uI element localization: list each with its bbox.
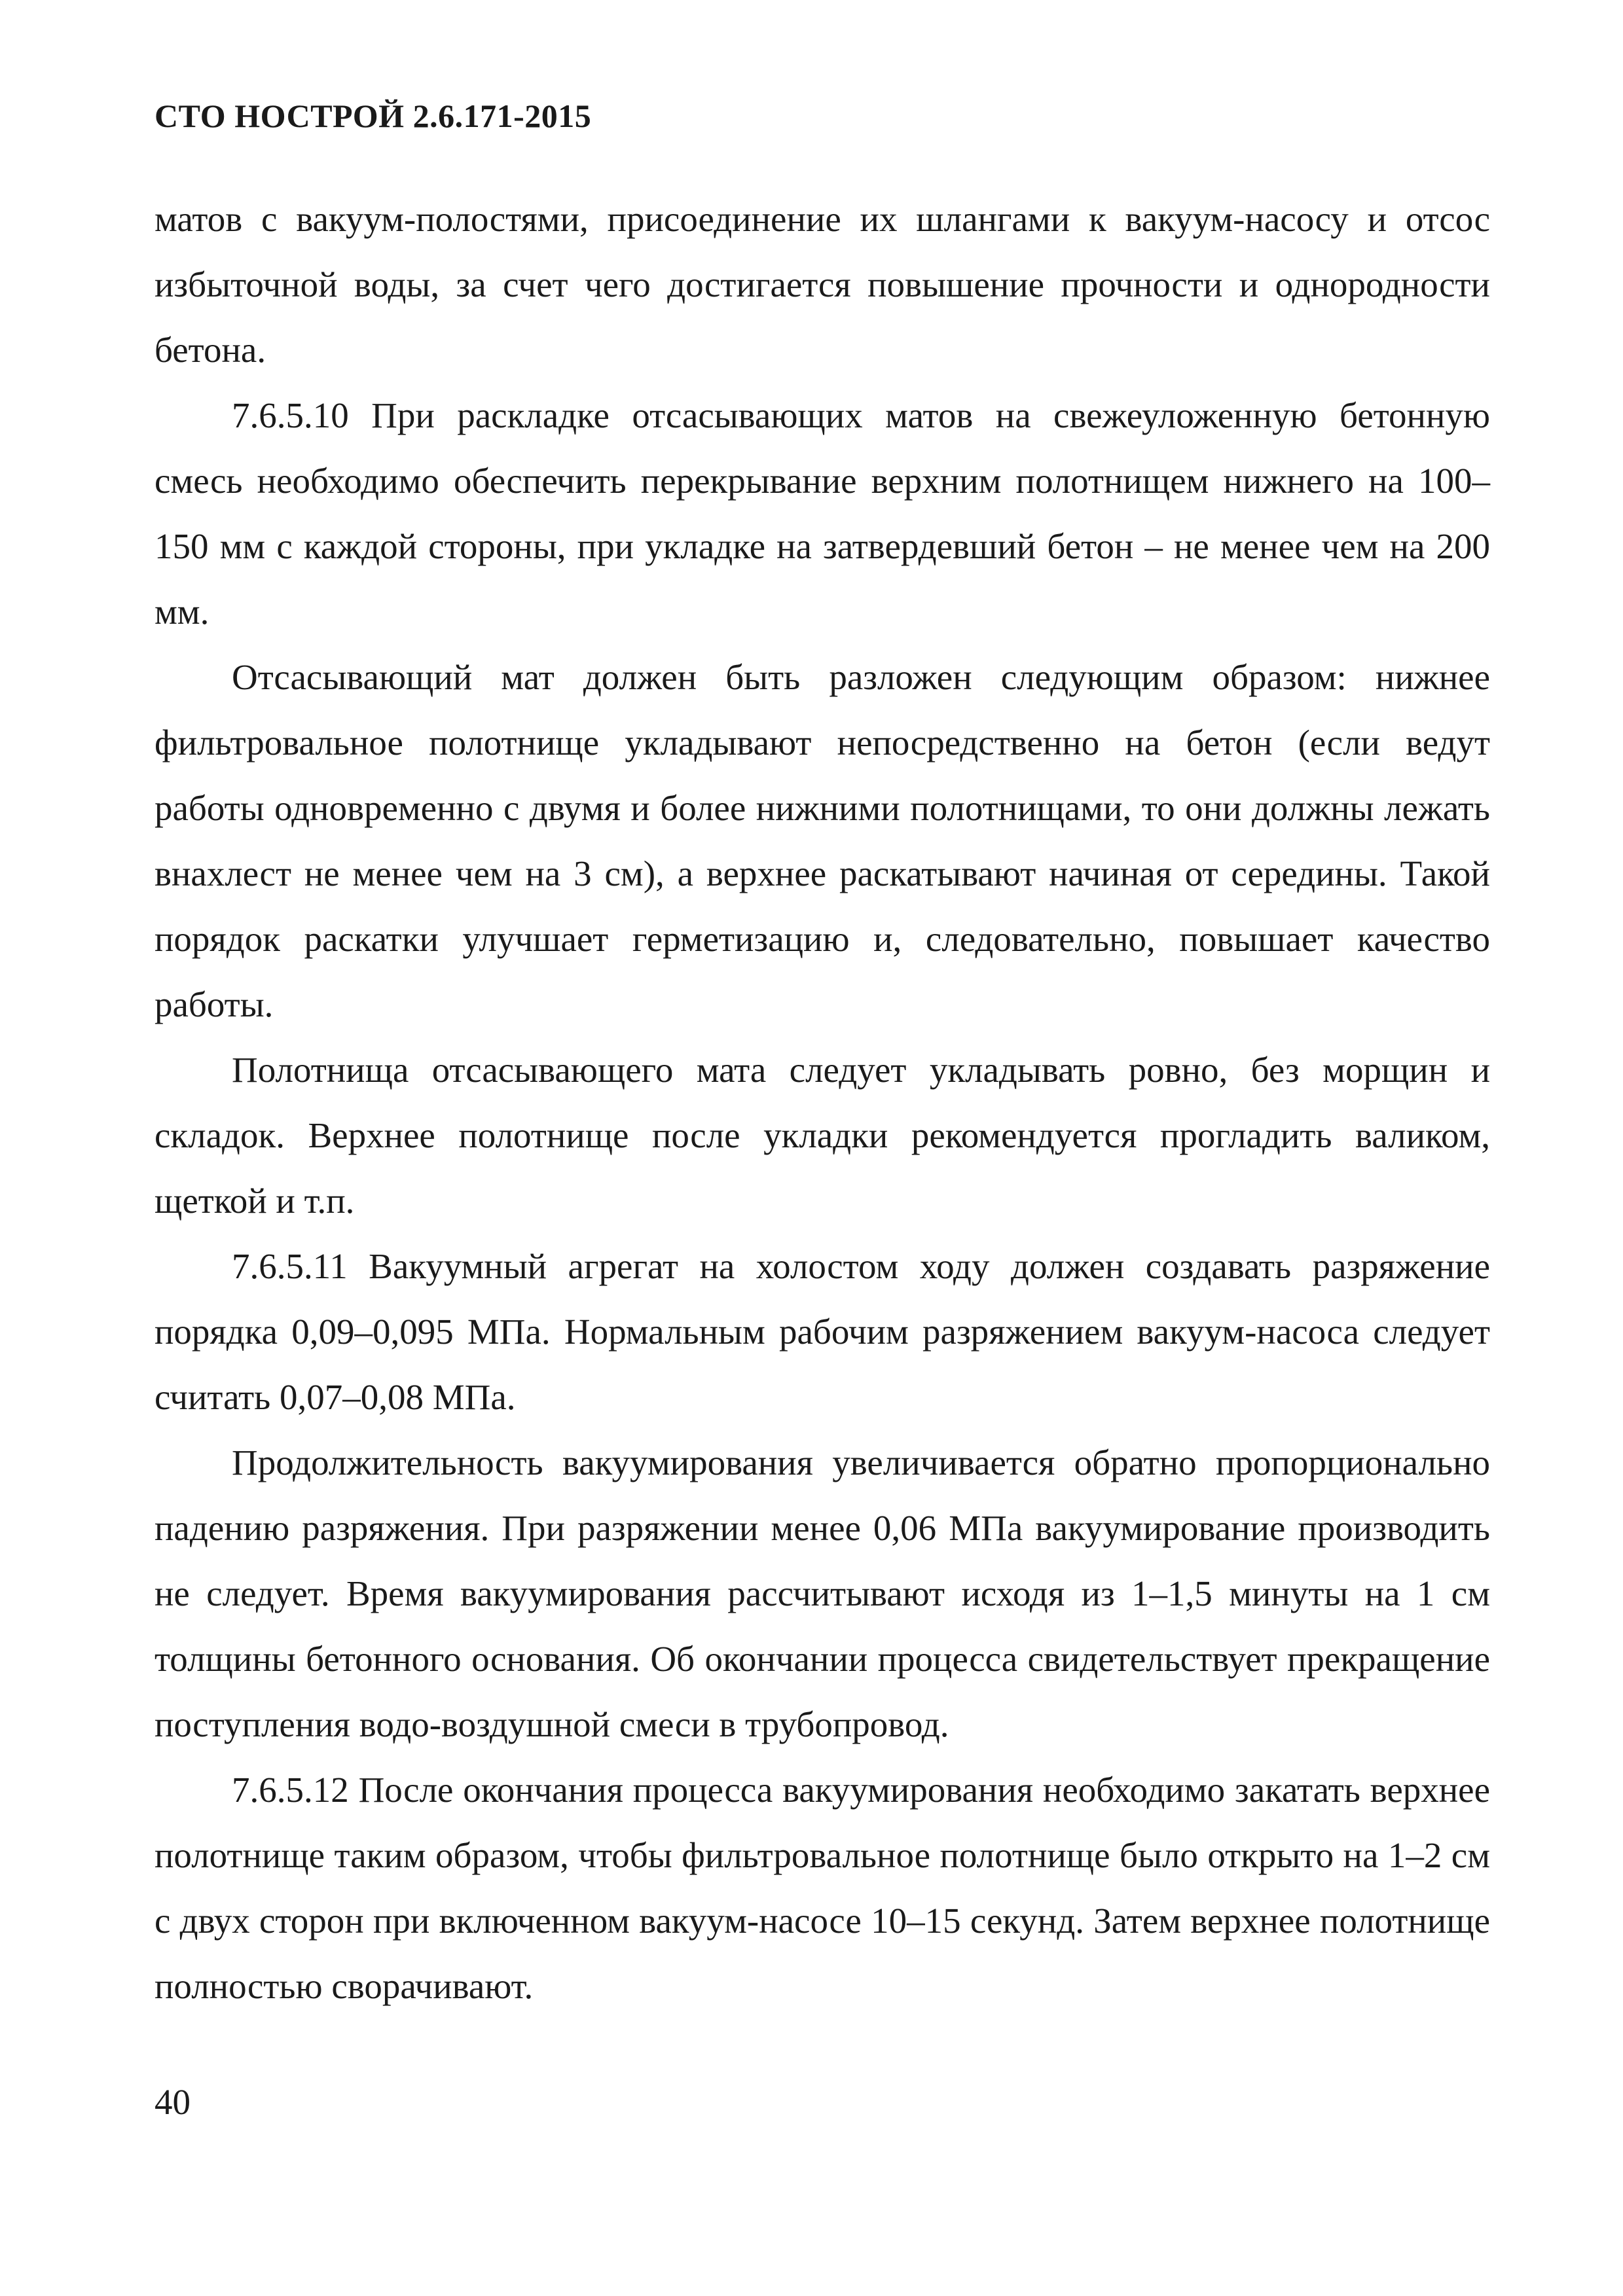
paragraph-7-6-5-10: 7.6.5.10 При раскладке отсасывающих матов на свежеуложенную бетонную смесь необходимо обеспечить перекрывание верхним полотнищем нижнего на 100–150 мм с каждой стороны, при укладке на затвердевший бетон – не менее чем на 200 мм. (155, 395, 1490, 632)
paragraph-mat-layout: Отсасывающий мат должен быть разложен следующим образом: нижнее фильтровальное полотнище укладывают непосредственно на бетон (если ведут работы одновременно с двумя и более нижними полотнищами, то они должны лежать внахлест не менее чем на 3 см), а верхнее раскатывают начиная от середины. Такой порядок раскатки улучшает герметизацию и, следовательно, повышает качество работы. (155, 657, 1490, 1024)
page-number: 40 (155, 2082, 191, 2122)
page-body-text (155, 187, 1490, 2019)
document-code-header: СТО НОСТРОЙ 2.6.171-2015 (155, 98, 592, 134)
paragraph-mat-laying: Полотнища отсасывающего мата следует укладывать ровно, без морщин и складок. Верхнее полотнище после укладки рекомендуется прогладить валиком, щеткой и т.п. (155, 1050, 1490, 1221)
paragraph-7-6-5-11: 7.6.5.11 Вакуумный агрегат на холостом ходу должен создавать разряжение порядка 0,09–0,095 МПа. Нормальным рабочим разряжением вакуум-насоса следует считать 0,07–0,08 МПа. (155, 1246, 1490, 1417)
paragraph-vacuum-duration: Продолжительность вакуумирования увеличивается обратно пропорционально падению разряжения. При разряжении менее 0,06 МПа вакуумирование производить не следует. Время вакуумирования рассчитывают исходя из 1–1,5 минуты на 1 см толщины бетонного основания. Об окончании процесса свидетельствует прекращение поступления водо-воздушной смеси в трубопровод. (155, 1443, 1490, 1744)
paragraph-7-6-5-12: 7.6.5.12 После окончания процесса вакуумирования необходимо закатать верхнее полотнище таким образом, чтобы фильтровальное полотнище было открыто на 1–2 см с двух сторон при включенном вакуум-насосе 10–15 секунд. Затем верхнее полотнище полностью сворачивают. (155, 1770, 1490, 2006)
paragraph-continuation: матов с вакуум-полостями, присоединение их шлангами к вакуум-насосу и отсос избыточной воды, за счет чего достигается повышение прочности и однородности бетона. (155, 199, 1490, 370)
